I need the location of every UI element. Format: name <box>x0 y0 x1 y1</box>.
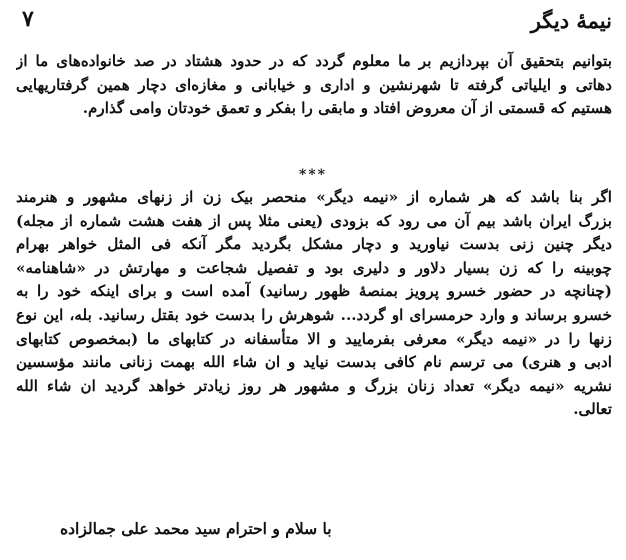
text-line: دیگر چنین زنی بدست نیاورید و دچار مشکل بگردید مگر آنکه فی المثل خواهر بهرام <box>16 235 612 254</box>
text-line: بزرگ ایران باشد بیم آن می رود که بزودی (یعنی مثلا پس از هفت هشت شماره از مجله) <box>16 211 612 230</box>
text-line: ادبی و هنری) می ترسم نام کافی بدست نیاید و ان شاء الله بهمت زنانی مانند مؤسسین <box>16 353 612 372</box>
text-line: دهاتی و ایلیاتی گرفته تا شهرنشین و اداری و خیابانی و مغازه‌ای دچار همین گرفتاریهایی <box>16 75 612 94</box>
text-line: نشریه «نیمه دیگر» تعداد زنان بزرگ و مشهور هر روز زیادتر خواهد گردید ان شاء الله <box>16 376 612 395</box>
text-line: چوبینه را که زن بسیار دلاور و دلیری بود و تفصیل شجاعت و مهارتش در «شاهنامه» <box>16 258 612 277</box>
paragraph-1 <box>16 50 612 121</box>
page-number: ۷ <box>22 6 34 32</box>
page-header <box>0 6 626 44</box>
text-line: خسرو برساند و وارد حرمسرای او گردد... شوهرش را بدست خود بقتل رسانید. بله، این نوع <box>16 305 612 324</box>
text-line: بتوانیم بتحقیق آن بپردازیم بر ما معلوم گردد که در حدود هشتاد در صد خانواده‌های ما از <box>16 52 612 70</box>
signature: با سلام و احترام سید محمد علی جمالزاده <box>60 519 332 538</box>
paragraph-2 <box>16 186 612 422</box>
text-line: تعالی. <box>573 400 612 419</box>
section-separator: *** <box>299 167 327 183</box>
text-line: زنها را در «نیمه دیگر» معرفی بفرمایید و الا متأسفانه در کتابهای ما (بمخصوص کتابهای <box>16 329 612 348</box>
text-line: اگر بنا باشد که هر شماره از «نیمه دیگر» منحصر بیک زن از زنهای مشهور و هنرمند <box>16 188 612 206</box>
text-line: (چنانچه در حضور خسرو پرویز بمنصهٔ ظهور رسانید) آمده است و برای اینکه خود را به <box>16 282 612 301</box>
text-line: هستیم که قسمتی از آن معروض افتاد و مابقی را بفکر و تعمق خودتان وامی گذارم. <box>82 99 612 118</box>
running-title: نیمهٔ دیگر <box>530 8 612 33</box>
